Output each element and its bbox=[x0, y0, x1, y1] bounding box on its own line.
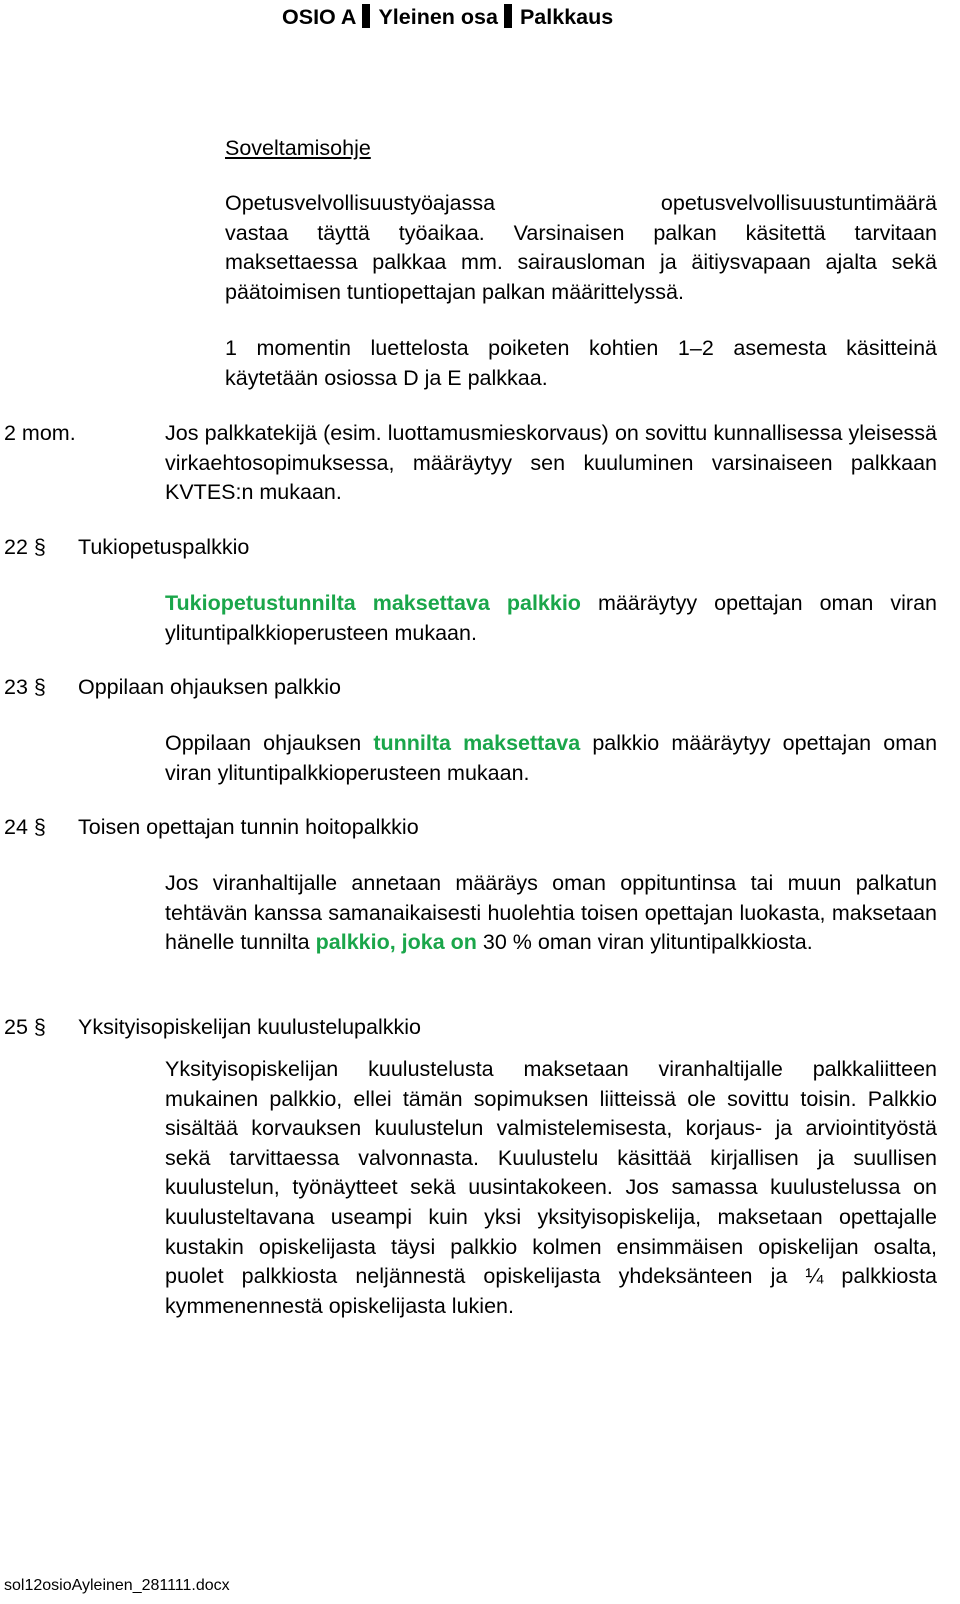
section-24-before: Jos viranhaltijalle annetaan määräys oman oppituntinsa tai muun palkatun tehtävän kanssa samanaikaisesti huolehtia toisen opettajan luokasta, maksetaan hänelle tunnilta bbox=[165, 871, 937, 955]
section-symbol: § bbox=[33, 675, 46, 699]
applying-para1-rest: vastaa täyttä työaikaa. Varsinaisen palkan käsitettä tarvitaan maksettaessa palkkaa mm. sairausloman ja äitiysvapaan ajalta sekä päätoimisen tuntiopettajan palkan määrittelyssä. bbox=[225, 220, 937, 304]
footer-filename: sol12osioAyleinen_281111.docx bbox=[4, 1577, 230, 1594]
section-24-text bbox=[165, 869, 937, 958]
section-symbol: § bbox=[33, 535, 46, 559]
section-25-title: Yksityisopiskelijan kuulustelupalkkio bbox=[78, 1015, 421, 1039]
section-number: 23 bbox=[4, 675, 28, 699]
section-24-number bbox=[4, 813, 46, 842]
applying-paragraph-2: 1 momentin luettelosta poiketen kohtien 1–2 asemesta käsitteinä käytetään osiossa D ja E palkkaa. bbox=[225, 336, 937, 390]
mom2-label: 2 mom. bbox=[4, 421, 76, 445]
header-part: OSIO A bbox=[282, 5, 357, 29]
section-25-text: Yksityisopiskelijan kuulustelusta maksetaan viranhaltijalle palkkaliitteen mukainen palkkio, ellei tämän sopimuksen liitteissä ole sovittu toisin. Palkkio sisältää korvauksen kuulustelun valmistelemisesta, korjaus- ja arviointityöstä sekä tarvittaessa valvonnasta. Kuulustelu käsittää kirjallisen ja suullisen kuulustelun, työnäytteet sekä uusintakokeen. Jos samassa kuulustelussa on kuulusteltavana useampi kuin yksi yksityisopiskelija, maksetaan opettajalle kustakin opiskelijasta täysi palkkio kolmen ensimmäisen opiskelijan osalta, puolet palkkiosta neljännestä opiskelijasta yhdeksänteen ja ¼ palkkiosta kymmenennestä opiskelijasta lukien. bbox=[165, 1057, 937, 1318]
section-23-after: palkkio määräytyy opettajan oman viran ylituntipalkkioperusteen mukaan. bbox=[165, 731, 938, 785]
header-subsection: Palkkaus bbox=[519, 5, 614, 29]
section-24-highlight: palkkio, joka on bbox=[315, 930, 477, 955]
mom2-text: Jos palkkatekijä (esim. luottamusmieskorvaus) on sovittu kunnallisessa yleisessä virkaehtosopimuksessa, määräytyy sen kuuluminen varsinaiseen palkkaan KVTES:n mukaan. bbox=[165, 421, 937, 505]
section-22-number bbox=[4, 533, 46, 562]
applying-para1-first-line bbox=[225, 189, 937, 219]
header-separator bbox=[362, 4, 370, 28]
section-number: 25 bbox=[4, 1015, 28, 1039]
applying-paragraph-1 bbox=[225, 189, 937, 307]
section-22-text bbox=[165, 589, 937, 648]
section-23-text bbox=[165, 729, 937, 788]
section-22-highlight: Tukiopetustunnilta maksettava palkkio bbox=[165, 591, 581, 615]
section-23-number bbox=[4, 673, 46, 702]
section-symbol: § bbox=[33, 815, 46, 839]
section-24-title: Toisen opettajan tunnin hoitopalkkio bbox=[78, 815, 419, 839]
section-number: 24 bbox=[4, 815, 28, 839]
section-22-title: Tukiopetuspalkkio bbox=[78, 535, 250, 559]
section-23-highlight: tunnilta maksettava bbox=[373, 731, 581, 755]
page-header bbox=[282, 4, 613, 30]
section-23-title: Oppilaan ohjauksen palkkio bbox=[78, 675, 341, 699]
applying-para1-left: Opetusvelvollisuustyöajassa bbox=[225, 191, 496, 215]
applying-heading: Soveltamisohje bbox=[225, 136, 371, 160]
header-separator bbox=[504, 4, 512, 28]
section-25-number bbox=[4, 1013, 46, 1042]
section-symbol: § bbox=[33, 1015, 46, 1039]
section-24-after: 30 % oman viran ylituntipalkkiosta. bbox=[476, 930, 813, 955]
section-23-before: Oppilaan ohjauksen bbox=[165, 731, 374, 755]
section-number: 22 bbox=[4, 535, 28, 559]
section-22-rest: määräytyy opettajan oman viran ylituntipalkkioperusteen mukaan. bbox=[165, 591, 937, 645]
header-section: Yleinen osa bbox=[378, 5, 498, 29]
applying-para1-right: opetusvelvollisuustuntimäärä bbox=[660, 191, 937, 215]
